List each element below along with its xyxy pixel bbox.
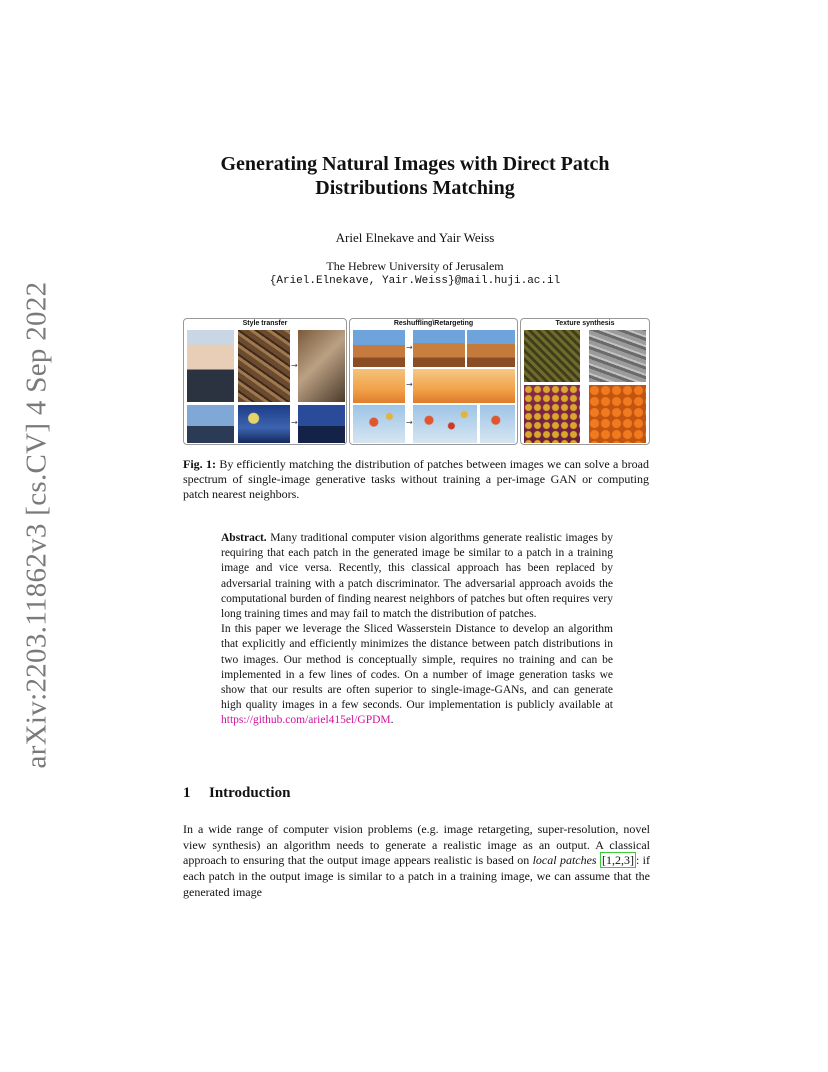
green-texture-sample: [524, 330, 580, 382]
rock-arch-photo: [353, 330, 405, 367]
grey-stone-texture: [589, 330, 646, 382]
panel-title-texture-synthesis: Texture synthesis: [555, 320, 615, 327]
fruit-texture: [524, 385, 580, 443]
caption-text: By efficiently matching the distribution of patches between images we can solve a broad spectrum of single-image generative tasks without training a per-image GAN or computing patch nearest neighbors.: [183, 457, 649, 501]
author-email: {Ariel.Elnekave, Yair.Weiss}@mail.huji.ac.il: [269, 275, 561, 287]
section-title: Introduction: [209, 785, 291, 801]
portrait-photo: [187, 330, 234, 402]
intro-emphasis: local patches: [532, 853, 597, 868]
panel-style-transfer: [183, 318, 347, 445]
caption-label: Fig. 1:: [183, 457, 216, 471]
stylized-skyline: [298, 405, 345, 443]
section-number: 1: [183, 785, 191, 801]
arxiv-watermark: arXiv:2203.11862v3 [cs.CV] 4 Sep 2022: [20, 281, 53, 769]
intro-paragraph: [183, 822, 650, 901]
starry-night-painting: [238, 405, 290, 443]
stylized-portrait: [298, 330, 345, 402]
balloons-result-2: [480, 405, 515, 443]
arrow-icon: →: [291, 418, 298, 427]
authors: Ariel Elnekave and Yair Weiss: [335, 230, 495, 245]
title-line-1: Generating Natural Images with Direct Patch: [220, 153, 610, 175]
figure-caption: [183, 457, 649, 502]
panel-reshuffling: [349, 318, 518, 445]
panel-title-reshuffling: Reshuffling\Retargeting: [393, 320, 474, 327]
abstract-paragraph-1: Many traditional computer vision algorithms generate realistic images by requiring that each patch in the generated image be similar to a patch in a training image and vice versa. Recently, this classical approach has been replaced by adversarial training with a patch discriminator. The adversarial approach avoids the computational burden of finding nearest neighbors of patches but often requires very long training times and may fail to match the distribution of patches.: [221, 532, 613, 621]
balloons-photo: [353, 405, 405, 443]
abstract: [221, 531, 613, 729]
citation-link[interactable]: [1,2,3]: [601, 853, 634, 868]
rock-arch-result-2: [467, 330, 515, 367]
birds-sunset-result: [413, 369, 515, 403]
cracked-rock-texture: [238, 330, 290, 402]
title-line-2: Distributions Matching: [315, 177, 515, 199]
arrow-icon: →: [406, 418, 413, 427]
panel-texture-synthesis: [520, 318, 650, 445]
arrow-icon: →: [406, 343, 413, 352]
city-skyline-photo: [187, 405, 234, 443]
birds-sunset-photo: [353, 369, 405, 403]
abstract-paragraph-2: In this paper we leverage the Sliced Wasserstein Distance to develop an algorithm that explicitly and efficiently minimizes the distance between patch distributions in two images. Our method is conceptually simple, requires no training and can be implemented in a few lines of codes. On a number of image generation tasks we show that our results are often superior to single-image-GANs, and can generate high quality images in a few seconds. Our implementation is publicly available at: [221, 623, 613, 712]
rock-arch-result-1: [413, 330, 465, 367]
figure-1: [183, 318, 650, 445]
arrow-icon: →: [291, 361, 298, 370]
abstract-label: Abstract.: [221, 532, 267, 544]
arrow-icon: →: [406, 380, 413, 389]
intro-text-1: In a wide range of computer vision problems (e.g. image retargeting, super-resolution, novel view synthesis) an algorithm needs to generate a realistic image as an output. A classical approach to ensuring that the output image appears realistic is based on: [183, 822, 650, 868]
orange-texture: [589, 385, 646, 443]
balloons-result-1: [413, 405, 477, 443]
paper-title: [150, 152, 680, 200]
panel-title-style-transfer: Style transfer: [242, 320, 288, 327]
intro-text-2: : if each patch in the output image is similar to a patch in a training image, we can assume that the generated image: [183, 853, 651, 899]
github-link[interactable]: https://github.com/ariel415el/GPDM: [221, 714, 391, 727]
abstract-end: .: [390, 714, 394, 727]
affiliation: The Hebrew University of Jerusalem: [326, 259, 504, 273]
section-heading: [183, 785, 290, 802]
